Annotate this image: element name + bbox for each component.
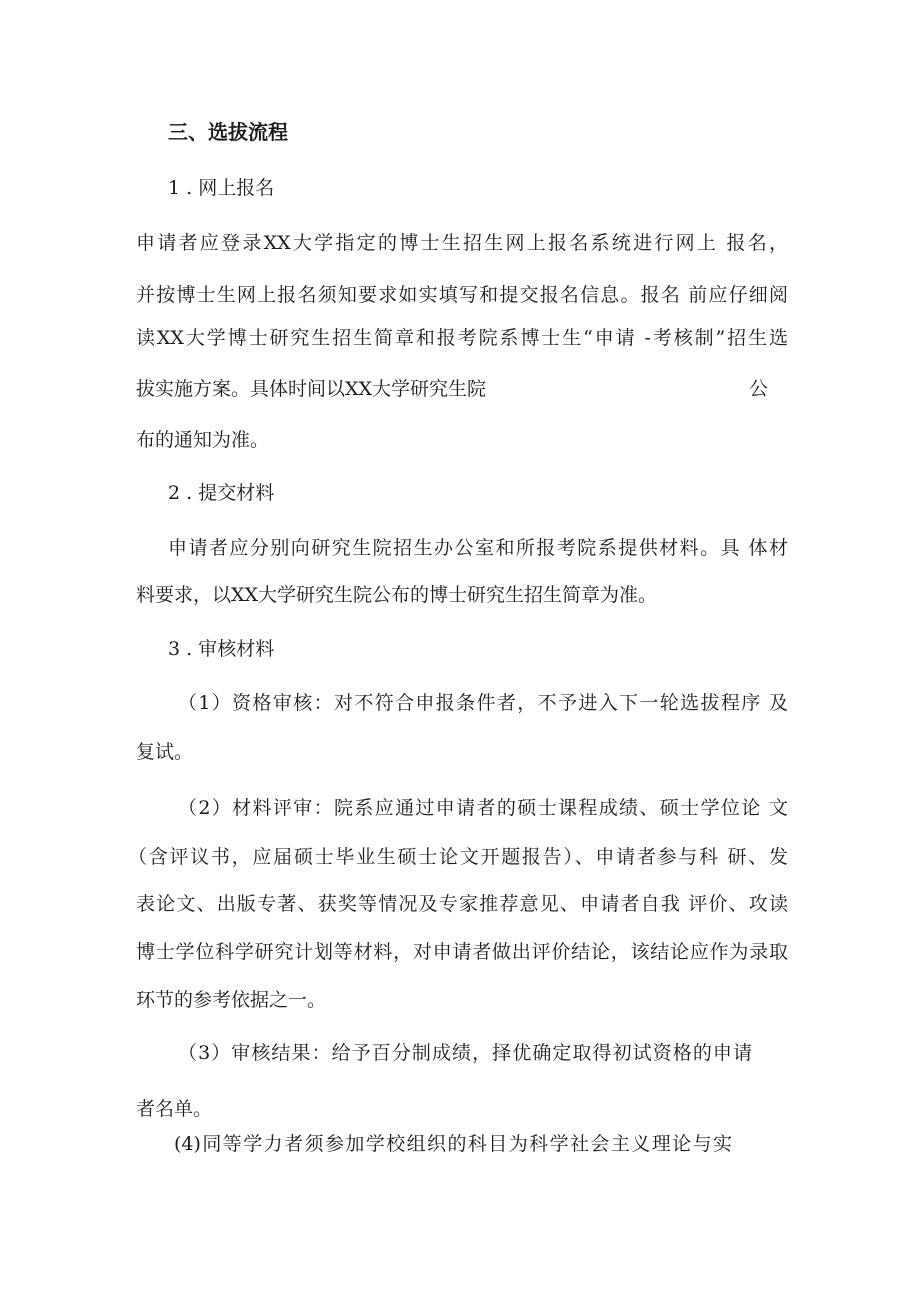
step-3-item-3-line-2: 者名单。 bbox=[136, 1098, 213, 1120]
step-2-line-2: 料要求，以XX大学研究生院公布的博士研究生招生简章为准。 bbox=[136, 584, 658, 606]
step-1-line-4-tail: 公 bbox=[748, 378, 768, 400]
step-1-line-5: 布的通知为准。 bbox=[136, 429, 270, 451]
step-1-line-3: 读XX大学博士研究生招生简章和报考院系博士生“申请 -考核制”招生选 bbox=[136, 327, 788, 349]
step-3-title: 3 . 审核材料 bbox=[168, 638, 275, 660]
step-2-line-1: 申请者应分别向研究生院招生办公室和所报考院系提供材料。具 体材 bbox=[168, 537, 788, 559]
step-1-line-1: 申请者应登录XX大学指定的博士生招生网上报名系统进行网上 报名， bbox=[136, 232, 788, 254]
step-1-title: 1 . 网上报名 bbox=[168, 177, 275, 199]
step-1-line-4-text: 拔实施方案。具体时间以XX大学研究生院 bbox=[136, 378, 487, 400]
step-3-item-2-line-2: （含评议书，应届硕士毕业生硕士论文开题报告）、申请者参与科 研、发 bbox=[128, 846, 788, 868]
section-title: 三、选拔流程 bbox=[168, 120, 288, 144]
step-1-line-4 bbox=[136, 377, 788, 401]
step-3-item-4-line-1: (4)同等学力者须参加学校组织的科目为科学社会主义理论与实 bbox=[174, 1133, 732, 1155]
step-2-title: 2 . 提交材料 bbox=[168, 482, 275, 504]
step-3-item-2-line-1: （2）材料评审：院系应通过申请者的硕士课程成绩、硕士学位论 文 bbox=[178, 797, 788, 819]
step-3-item-3-line-1: （3）审核结果：给予百分制成绩，择优确定取得初试资格的申请 bbox=[178, 1042, 752, 1064]
step-3-item-1-line-2: 复试。 bbox=[136, 741, 194, 763]
step-3-item-1-line-1: （1）资格审核：对不符合申报条件者，不予进入下一轮选拔程序 及 bbox=[178, 692, 788, 714]
step-3-item-2-line-4: 博士学位科学研究计划等材料，对申请者做出评价结论，该结论应作为录取 bbox=[136, 941, 788, 963]
step-3-item-2-line-3: 表论文、出版专著、获奖等情况及专家推荐意见、申请者自我 评价、攻读 bbox=[136, 893, 788, 915]
step-1-line-2: 并按博士生网上报名须知要求如实填写和提交报名信息。报名 前应仔细阅 bbox=[136, 284, 788, 306]
step-3-item-2-line-5: 环节的参考依据之一。 bbox=[136, 989, 327, 1011]
